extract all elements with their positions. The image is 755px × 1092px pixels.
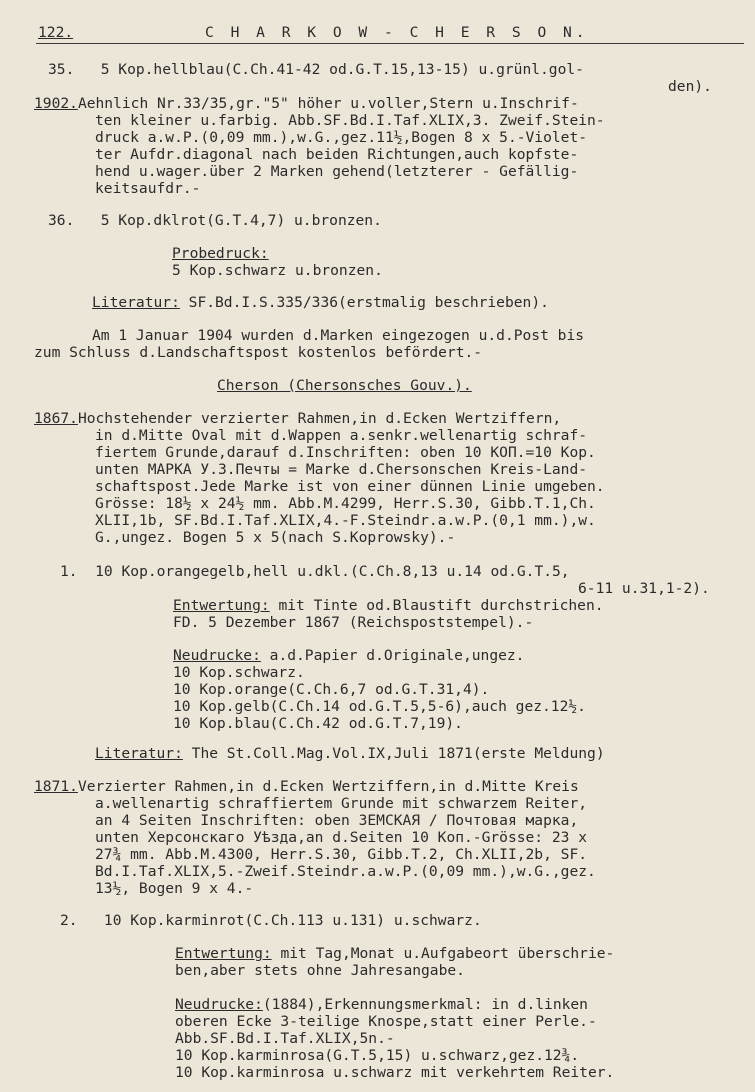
year-1871: 1871. [34,778,78,795]
header-rule [36,43,744,44]
neudrucke-label: Neudrucke: [173,647,261,664]
neudrucke-2-line-3: Abb.SF.Bd.I.Taf.XLIX,5n.- [175,1030,395,1047]
entwertung-2-line-1 [175,945,614,962]
entry-1902-line-4: ter Aufdr.diagonal nach beiden Richtungen,auch kopfste- [95,146,579,163]
literatur-text: SF.Bd.I.S.335/336(erstmalig beschrieben). [179,294,549,311]
literatur-2-line [95,745,605,762]
neudrucke-text-2: (1884),Erkennungsmerkmal: in d.linken [262,996,588,1013]
probedruck-text: 5 Kop.schwarz u.bronzen. [172,262,383,279]
entry-1902-line-3: druck a.w.P.(0,09 mm.),w.G.,gez.11½,Bogen 8 x 5.-Violet- [95,129,588,146]
neudrucke-text: a.d.Papier d.Originale,ungez. [260,647,525,664]
item-1-cont: 6-11 u.31,1-2). [578,580,710,597]
entry-1871-line-7: 13½, Bogen 9 x 4.- [95,880,254,897]
neudrucke-2-line-1 [175,996,588,1013]
neudrucke-2-line-2: oberen Ecke 3-teilige Knospe,statt einer Perle.- [175,1013,597,1030]
note-line-1: Am 1 Januar 1904 wurden d.Marken eingezogen u.d.Post bis [92,327,585,344]
neudrucke-1-line-1 [173,647,524,664]
entry-1902-line-2: ten kleiner u.farbig. Abb.SF.Bd.I.Taf.XLIX,3. Zweif.Stein- [95,112,605,129]
entry-1902-line-5: hend u.wager.über 2 Marken gehend(letzterer - Gefällig- [95,163,579,180]
entry-1867-line-2: in d.Mitte Oval mit d.Wappen a.senkr.wellenartig schraf- [95,427,588,444]
page-title: C H A R K O W - C H E R S O N. [205,24,589,41]
entry-1867-line-1 [34,410,561,427]
entry-1867-line-8: G.,ungez. Bogen 5 x 5(nach S.Koprowsky).- [95,529,456,546]
neudruck-item-2: 10 Kop.orange(C.Ch.6,7 od.G.T.31,4). [173,681,490,698]
literatur-label-2: Literatur: [95,745,183,762]
neudruck-item-3: 10 Kop.gelb(C.Ch.14 od.G.T.5,5-6),auch gez.12½. [173,698,586,715]
entry-1871-line-5: 27¾ mm. Abb.M.4300, Herr.S.30, Gibb.T.2, Ch.XLII,2b, SF. [95,846,588,863]
entry-1871-line-2: a.wellenartig schraffiertem Grunde mit schwarzem Reiter, [95,795,588,812]
entry-1867-line-3: fiertem Grunde,darauf d.Inschriften: oben 10 КОП.=10 Kop. [95,444,596,461]
entwertung-text-2: mit Tag,Monat u.Aufgabeort überschrie- [271,945,615,962]
entwertung-1-line-1 [173,597,604,614]
entwertung-label: Entwertung: [173,597,270,614]
literatur-text-2: The St.Coll.Mag.Vol.IX,Juli 1871(erste Meldung) [182,745,605,762]
entwertung-2-line-2: ben,aber stets ohne Jahresangabe. [175,962,465,979]
literatur-line-1 [92,294,549,311]
entwertung-text: mit Tinte od.Blaustift durchstrichen. [269,597,604,614]
entry-1871-line-1 [34,778,579,795]
entry-1867-line-6: Grösse: 18½ x 24½ mm. Abb.M.4299, Herr.S.30, Gibb.T.1,Ch. [95,495,596,512]
neudruck-item-6: 10 Kop.karminrosa u.schwarz mit verkehrtem Reiter. [175,1064,615,1081]
entry-1871-line-6: Bd.I.Taf.XLIX,5.-Zweif.Steindr.a.w.P.(0,09 mm.),w.G.,gez. [95,863,596,880]
neudruck-item-5: 10 Kop.karminrosa(G.T.5,15) u.schwarz,gez.12¾. [175,1047,580,1064]
note-line-2: zum Schluss d.Landschaftspost kostenlos befördert.- [34,344,483,361]
probedruck-label: Probedruck: [172,245,269,262]
entry-35-cont: den). [668,78,712,95]
entry-1902-text: Aehnlich Nr.33/35,gr."5" höher u.voller,Stern u.Inschrif- [77,95,579,112]
entwertung-label-2: Entwertung: [175,945,272,962]
entry-1871-line-3: an 4 Seiten Inschriften: oben ЗЕМСКАЯ / Почтовая марка, [95,812,579,829]
entwertung-1-line-2: FD. 5 Dezember 1867 (Reichspoststempel).- [173,614,534,631]
literatur-label: Literatur: [92,294,180,311]
entry-36: 36. 5 Kop.dklrot(G.T.4,7) u.bronzen. [48,212,382,229]
neudruck-item-4: 10 Kop.blau(C.Ch.42 od.G.T.7,19). [173,715,463,732]
neudruck-item-1: 10 Kop.schwarz. [173,664,305,681]
entry-35: 35. 5 Kop.hellblau(C.Ch.41-42 od.G.T.15,13-15) u.grünl.gol- [48,61,584,78]
entry-1867-text: Hochstehender verzierter Rahmen,in d.Ecken Wertziffern, [77,410,562,427]
entry-1871-text: Verzierter Rahmen,in d.Ecken Wertziffern,in d.Mitte Kreis [77,778,579,795]
entry-1902-line-1 [34,95,579,112]
year-1867: 1867. [34,410,78,427]
entry-1867-line-7: XLII,1b, SF.Bd.I.Taf.XLIX,4.-F.Steindr.a.w.P.(0,1 mm.),w. [95,512,596,529]
item-1: 1. 10 Kop.orangegelb,hell u.dkl.(C.Ch.8,13 u.14 od.G.T.5, [60,563,570,580]
section-title-cherson: Cherson (Chersonsches Gouv.). [217,377,472,394]
item-2: 2. 10 Kop.karminrot(C.Ch.113 u.131) u.schwarz. [60,912,482,929]
entry-1867-line-4: unten МАРКА У.З.Печты = Marke d.Chersonschen Kreis-Land- [95,461,588,478]
entry-1871-line-4: unten Херсонскаго Уѣзда,an d.Seiten 10 Коп.-Grösse: 23 x [95,829,588,846]
entry-1867-line-5: schaftspost.Jede Marke ist von einer dünnen Linie umgeben. [95,478,605,495]
entry-1902-line-6: keitsaufdr.- [95,180,201,197]
neudrucke-label-2: Neudrucke: [175,996,263,1013]
page-number: 122. [38,24,74,41]
year-1902: 1902. [34,95,78,112]
